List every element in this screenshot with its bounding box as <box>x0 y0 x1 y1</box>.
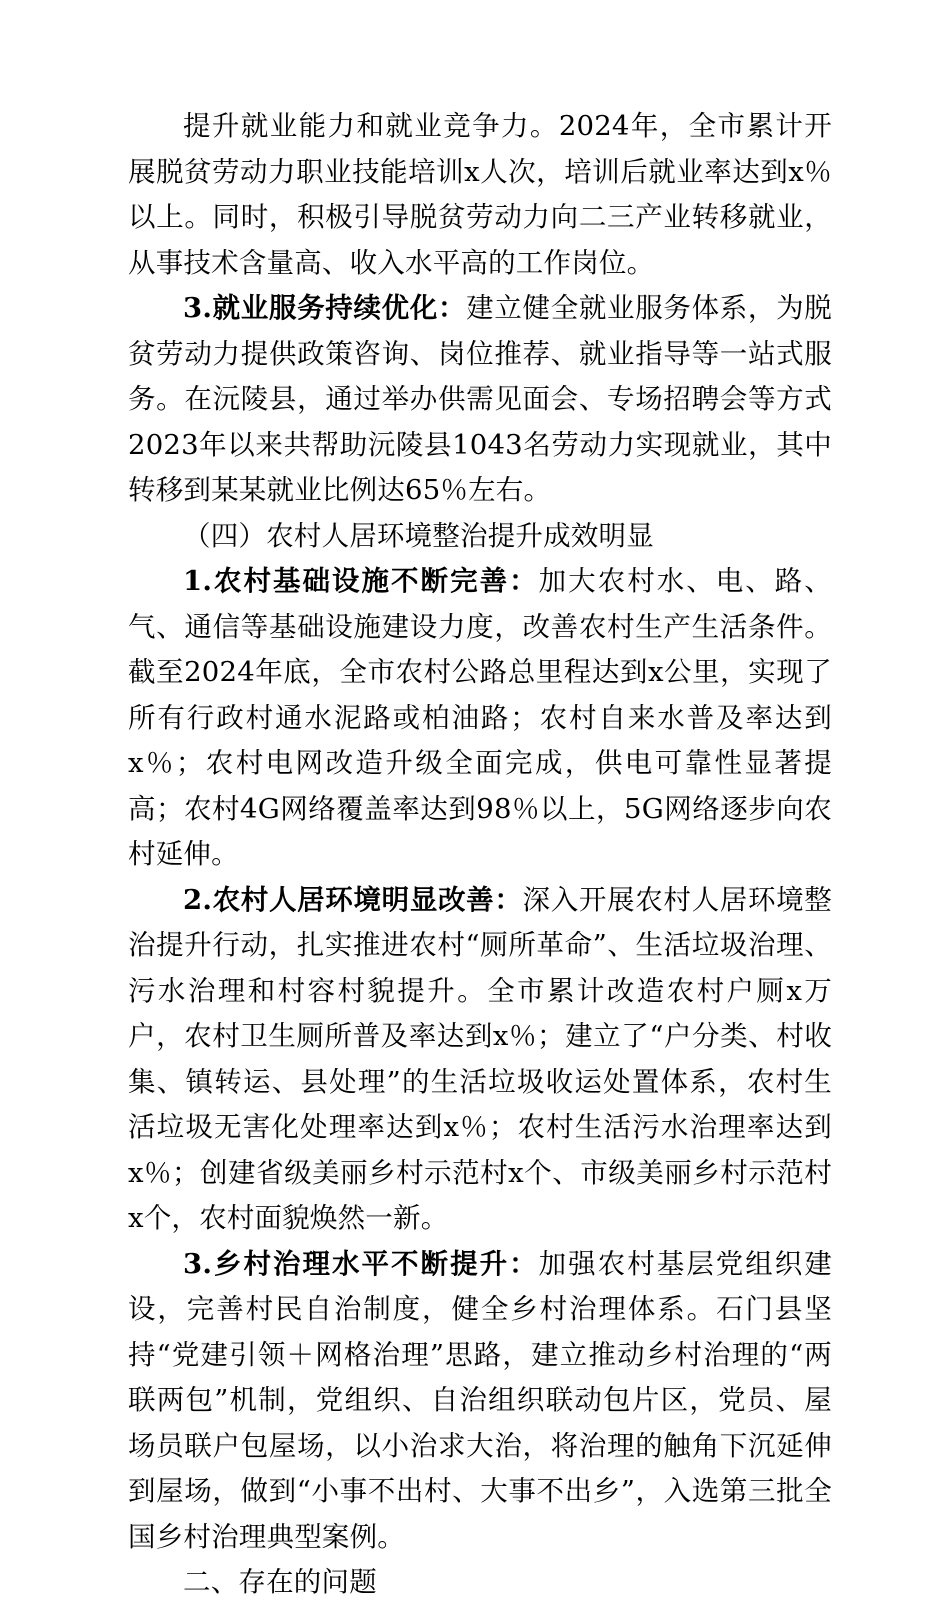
run-text: （四）农村人居环境整治提升成效明显 <box>183 519 654 552</box>
para-living-environment <box>128 878 832 1242</box>
heading-existing-problems <box>128 1560 832 1606</box>
run-emphasis: 2.农村人居环境明显改善： <box>183 883 523 916</box>
run-text: 建立健全就业服务体系，为脱贫劳动力提供政策咨询、岗位推荐、就业指导等一站式服务。在沅陵县，通过举办供需见面会、专场招聘会等方式2023年以来共帮助沅陵县1043名劳动力实现就业，其中转移到某某就业比例达65％左右。 <box>128 292 832 506</box>
run-text: 加强农村基层党组织建设，完善村民自治制度，健全乡村治理体系。石门县坚持“党建引领＋网格治理”思路，建立推动乡村治理的“两联两包”机制，党组织、自治组织联动包片区，党员、屋场员联户包屋场，以小治求大治，将治理的触角下沉延伸到屋场，做到“小事不出村、大事不出乡”，入选第三批全国乡村治理典型案例。 <box>128 1247 833 1553</box>
para-employment-service <box>128 286 832 514</box>
run-text: 深入开展农村人居环境整治提升行动，扎实推进农村“厕所革命”、生活垃圾治理、污水治理和村容村貌提升。全市累计改造农村户厕x万户，农村卫生厕所普及率达到x％；建立了“户分类、村收集、镇转运、县处理”的生活垃圾收运处置体系，农村生活垃圾无害化处理率达到x％；农村生活污水治理率达到x％；创建省级美丽乡村示范村x个、市级美丽乡村示范村x个，农村面貌焕然一新。 <box>128 883 832 1234</box>
run-text: 提升就业能力和就业竞争力。2024年，全市累计开展脱贫劳动力职业技能培训x人次，培训后就业率达到x％以上。同时，积极引导脱贫劳动力向二三产业转移就业，从事技术含量高、收入水平高的工作岗位。 <box>128 110 832 279</box>
run-text: 加大农村水、电、路、气、通信等基础设施建设力度，改善农村生产生活条件。截至2024年底，全市农村公路总里程达到x公里，实现了所有行政村通水泥路或柏油路；农村自来水普及率达到x％；农村电网改造升级全面完成，供电可靠性显著提高；农村4G网络覆盖率达到98％以上，5G网络逐步向农村延伸。 <box>128 565 833 870</box>
para-employment-ability <box>128 104 832 286</box>
run-emphasis: 1.农村基础设施不断完善： <box>183 565 539 597</box>
run-text: 二、存在的问题 <box>183 1566 377 1598</box>
run-emphasis: 3.就业服务持续优化： <box>183 292 467 324</box>
para-rural-governance <box>128 1242 832 1561</box>
heading-rural-environment <box>128 514 832 560</box>
document-body <box>128 104 832 1606</box>
run-emphasis: 3.乡村治理水平不断提升： <box>183 1247 539 1280</box>
para-rural-infrastructure <box>128 559 832 878</box>
